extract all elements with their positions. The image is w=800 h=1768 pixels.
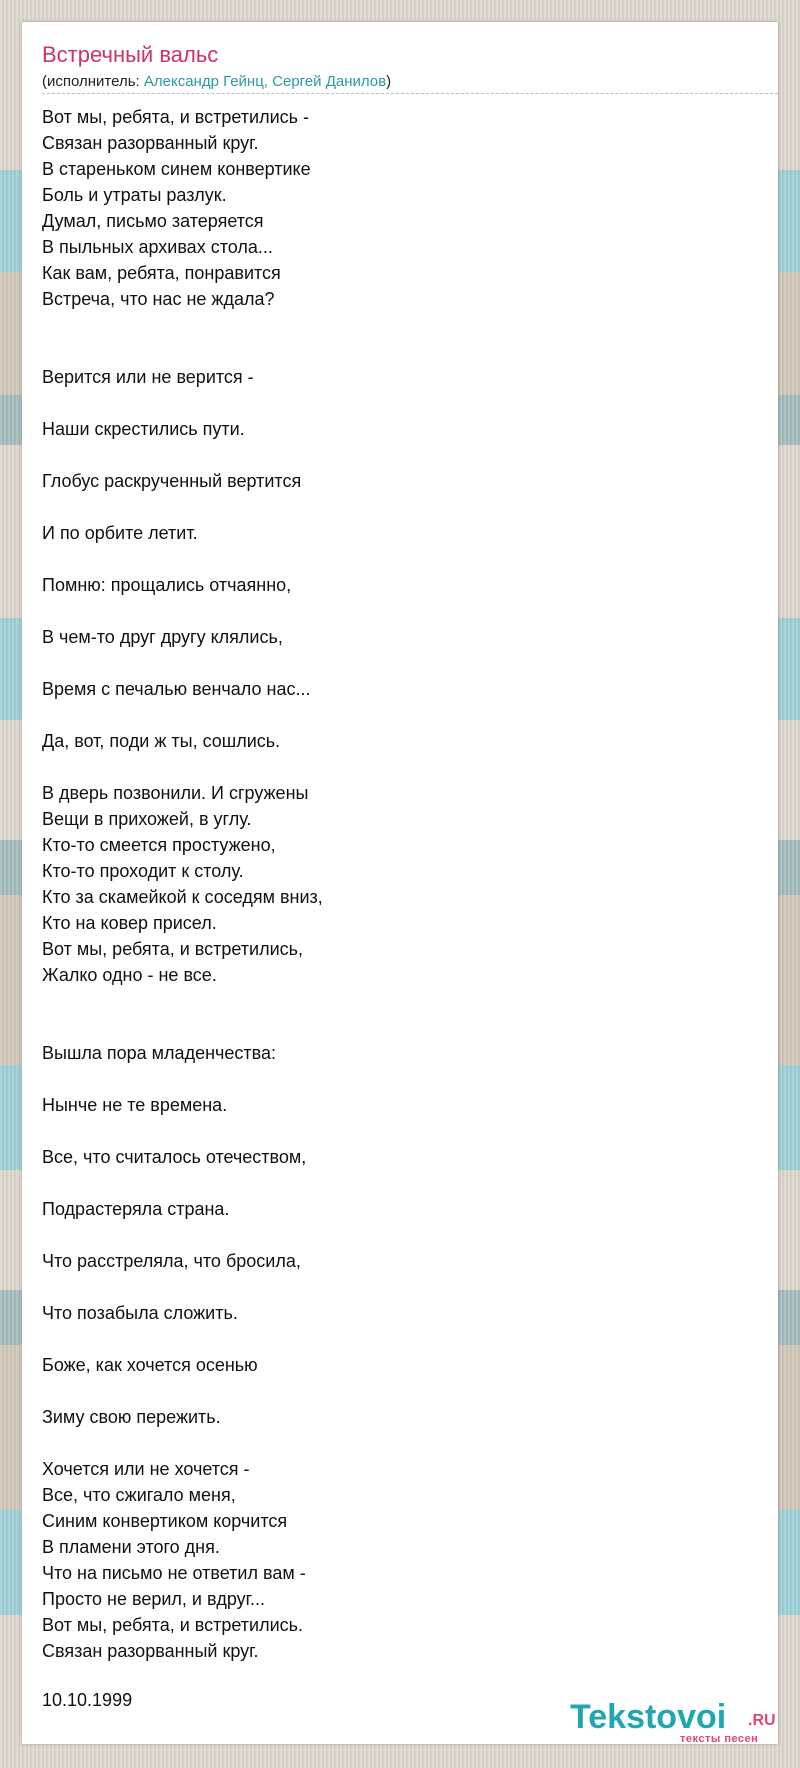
title-divider bbox=[42, 93, 778, 94]
logo-tagline: тексты песен bbox=[680, 1733, 759, 1745]
performer-prefix: (исполнитель: bbox=[42, 73, 144, 90]
song-title: Встречный вальс bbox=[42, 42, 219, 67]
publish-date: 10.10.1999 bbox=[42, 1690, 133, 1710]
lyrics-text: Вот мы, ребята, и встретились - Связан разорванный круг. В стареньком синем конвертике Боль и утраты разлук. Думал, письмо затеряется В пыльных архивах стола... Как вам, ребята, понравится Встреча, что нас не ждала? Верится или не верится - Наши скрестились пути. Глобус раскрученный вертится И по орбите летит. Помню: прощались отчаянно, В чем-то друг другу клялись, Время с печалью венчало нас... Да, вот, поди ж ты, сошлись. В дверь позвонили. И сгружены Вещи в прихожей, в углу. Кто-то смеется простужено, Кто-то проходит к столу. Кто за скамейкой к соседям вниз, Кто на ковер присел. Вот мы, ребята, и встретились, Жалко одно - не все. Вышла пора младенчества: Нынче не те времена. Все, что считалось отечеством, Подрастеряла страна. Что расстреляла, что бросила, Что позабыла сложить. Боже, как хочется осенью Зиму свою пережить. Хочется или не хочется - Все, что сжигало меня, Синим конвертиком корчится В пламени этого дня. Что на письмо не ответил вам - Просто не верил, и вдруг... Вот мы, ребята, и встретились. Связан разорванный круг. bbox=[42, 107, 323, 1661]
artist-link[interactable]: Александр Гейнц, Сергей Данилов bbox=[143, 73, 387, 90]
logo-wordmark: Tekstovoi bbox=[570, 1698, 727, 1736]
performer-suffix: ) bbox=[386, 73, 392, 90]
performer-line bbox=[42, 73, 391, 90]
logo-tld: .RU bbox=[748, 1712, 776, 1729]
tekstovoi-logo[interactable] bbox=[570, 1698, 776, 1745]
lyrics-card bbox=[22, 22, 778, 1744]
